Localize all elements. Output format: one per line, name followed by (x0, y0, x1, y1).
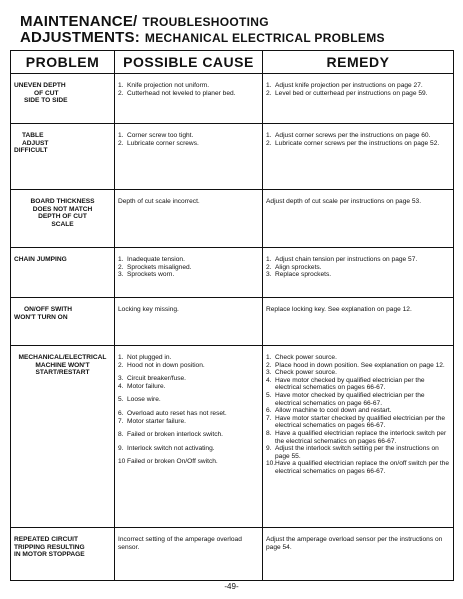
remedy-text: Replace sprockets. (275, 271, 332, 279)
cause-list (118, 306, 259, 314)
remedy-item (266, 354, 450, 362)
remedy-number: 3. (266, 271, 272, 279)
cause-text: Sprockets misaligned. (127, 263, 192, 271)
remedy-text: Adjust the amperage overload sensor per the instructions on page 54. (266, 536, 443, 551)
remedy-number: 6. (266, 407, 272, 415)
cause-number: 6. (118, 409, 124, 417)
remedy-item (266, 415, 450, 430)
remedy-text: Have a qualified electrician replace the interlock switch per the electrical schematics on pages 66-67. (275, 429, 447, 445)
remedy-text: Adjust depth of cut scale per instructions on page 53. (266, 198, 422, 205)
cause-text: Sprockets worn. (127, 271, 175, 279)
remedy-text: Adjust corner screws per the instructions on page 60. (275, 132, 431, 139)
problem-line: CHAIN JUMPING (14, 256, 67, 263)
problem-cell (11, 190, 115, 248)
remedy-number: 8. (266, 429, 272, 437)
cause-item (118, 445, 259, 453)
cause-text: Motor failure. (127, 382, 166, 390)
problem-cell (11, 528, 115, 581)
cause-list (118, 82, 259, 97)
cause-item (118, 410, 259, 418)
cause-list (118, 536, 259, 551)
cause-item (118, 354, 259, 362)
cause-item (118, 375, 259, 383)
problem-line: DIFFICULT (14, 147, 48, 155)
table-row (11, 528, 454, 581)
cause-text: Circuit breaker/fuse. (127, 375, 186, 383)
cause-number: 5. (118, 396, 124, 404)
remedy-cell (263, 74, 454, 124)
problem-line: WON'T TURN ON (14, 313, 68, 321)
problem-line: ADJUST (22, 139, 49, 147)
cause-number: 8. (118, 431, 124, 439)
column-header-remedy: REMEDY (263, 51, 454, 74)
remedy-list (266, 82, 450, 97)
remedy-item (266, 271, 450, 279)
problem-line: SCALE (51, 220, 74, 228)
remedy-item (266, 264, 450, 272)
remedy-number: 1. (266, 82, 272, 89)
remedy-number: 2. (266, 263, 272, 271)
remedy-text: Adjust knife projection per instructions on page 27. (275, 82, 423, 89)
cause-cell (115, 190, 263, 248)
remedy-text: Have motor checked by qualified electrician per the electrical schematics on pages 66-67. (275, 376, 425, 392)
remedy-number: 2. (266, 361, 272, 369)
problem-line: TABLE (22, 132, 44, 139)
remedy-item (266, 392, 450, 407)
problem-cell (11, 346, 115, 528)
cause-list (118, 132, 259, 147)
cause-number: 2. (118, 139, 124, 147)
cause-text: Inadequate tension. (127, 256, 185, 263)
header-section-maintenance: MAINTENANCE/ (20, 13, 138, 30)
cause-number: 3. (118, 375, 124, 383)
problem-cell (11, 74, 115, 124)
problem-line: IN MOTOR STOPPAGE (14, 551, 85, 559)
cause-item (118, 198, 259, 206)
cause-text: Lubricate corner screws. (127, 139, 199, 147)
remedy-cell (263, 190, 454, 248)
cause-cell (115, 248, 263, 298)
remedy-text: Have motor starter checked by qualified electrician per the electrical schematics on pages 66-67. (275, 414, 446, 430)
remedy-number: 10. (266, 460, 276, 468)
cause-item (118, 140, 259, 148)
problem-line: MACHINE WON'T (35, 361, 90, 369)
cause-item (118, 90, 259, 98)
remedy-item (266, 430, 450, 445)
page-header (20, 14, 450, 46)
column-header-problem: PROBLEM (11, 51, 115, 74)
remedy-number: 3. (266, 369, 272, 377)
remedy-item (266, 536, 450, 551)
remedy-number: 1. (266, 132, 272, 139)
cause-number: 1. (118, 132, 124, 139)
cause-text: Overload auto reset has not reset. (127, 409, 227, 417)
cause-item (118, 132, 259, 140)
problem-line: OF CUT (34, 89, 59, 97)
cause-cell (115, 298, 263, 346)
cause-text: Knife projection not uniform. (127, 82, 210, 89)
cause-number: 2. (118, 361, 124, 369)
troubleshooting-table (10, 50, 454, 581)
cause-text: Interlock switch not activating. (127, 444, 215, 452)
cause-item (118, 362, 259, 370)
cause-text: Failed or broken interlock switch. (127, 431, 224, 439)
remedy-item (266, 407, 450, 415)
remedy-text: Check power source. (275, 369, 337, 377)
remedy-cell (263, 248, 454, 298)
remedy-item (266, 445, 450, 460)
cause-number: 10 (118, 458, 126, 466)
remedy-list (266, 132, 450, 147)
remedy-item (266, 256, 450, 264)
cause-list (118, 256, 259, 279)
table-body (11, 74, 454, 581)
cause-item (118, 396, 259, 404)
remedy-text: Place hood in down position. See explanation on page 12. (275, 361, 445, 369)
problem-line: REPEATED CIRCUIT (14, 536, 78, 543)
cause-number: 4. (118, 382, 124, 390)
remedy-text: Allow machine to cool down and restart. (275, 407, 392, 415)
table-row (11, 298, 454, 346)
problem-cell (11, 248, 115, 298)
table-row (11, 74, 454, 124)
remedy-number: 2. (266, 139, 272, 147)
remedy-text: Adjust chain tension per instructions on page 57. (275, 256, 418, 263)
problem-line: START/RESTART (35, 369, 90, 377)
remedy-cell (263, 124, 454, 190)
problem-line: TRIPPING RESULTING (14, 543, 85, 551)
remedy-text: Replace locking key. See explanation on page 12. (266, 306, 412, 313)
cause-item (118, 536, 259, 551)
remedy-cell (263, 346, 454, 528)
header-line-1 (20, 14, 450, 30)
cause-item (118, 418, 259, 426)
remedy-item (266, 198, 450, 206)
remedy-item (266, 90, 450, 98)
remedy-item (266, 306, 450, 314)
remedy-text: Adjust the interlock switch setting per the instructions on page 55. (275, 445, 439, 460)
cause-text: Incorrect setting of the amperage overload sensor. (118, 536, 242, 551)
cause-text: Locking key missing. (118, 306, 179, 313)
remedy-list (266, 306, 450, 314)
cause-list (118, 354, 259, 466)
remedy-list (266, 354, 450, 476)
remedy-item (266, 82, 450, 90)
cause-text: Loose wire. (127, 396, 161, 404)
remedy-item (266, 377, 450, 392)
remedy-list (266, 536, 450, 551)
remedy-number: 4. (266, 376, 272, 384)
cause-item (118, 383, 259, 391)
cause-number: 1. (118, 354, 124, 361)
table-row (11, 346, 454, 528)
problem-line: DOES NOT MATCH (32, 205, 93, 213)
remedy-number: 7. (266, 414, 272, 422)
cause-list (118, 198, 259, 206)
remedy-item (266, 362, 450, 370)
problem-line: MECHANICAL/ELECTRICAL (18, 354, 107, 361)
problem-line: SIDE TO SIDE (24, 97, 68, 105)
cause-item (118, 82, 259, 90)
remedy-item (266, 460, 450, 475)
remedy-text: Check power source. (275, 354, 337, 361)
cause-cell (115, 528, 263, 581)
remedy-text: Lubricate corner screws per the instructions on page 52. (275, 139, 440, 147)
remedy-number: 9. (266, 445, 272, 453)
cause-number: 3. (118, 271, 124, 279)
problem-line: DEPTH OF CUT (38, 213, 87, 221)
page-number: -49- (224, 582, 239, 591)
remedy-text: Have a qualified electrician replace the on/off switch per the electrical schematics on pages 66-67. (275, 460, 449, 475)
cause-item (118, 431, 259, 439)
cause-text: Motor starter failure. (127, 417, 186, 425)
remedy-text: Level bed or cutterhead per instructions on page 59. (275, 89, 428, 97)
cause-cell (115, 346, 263, 528)
cause-number: 2. (118, 263, 124, 271)
cause-item (118, 306, 259, 314)
remedy-item (266, 369, 450, 377)
remedy-number: 2. (266, 89, 272, 97)
cause-cell (115, 74, 263, 124)
cause-text: Not plugged in. (127, 354, 172, 361)
cause-number: 1. (118, 256, 124, 263)
cause-number: 9. (118, 444, 124, 452)
table-row (11, 124, 454, 190)
cause-number: 1. (118, 82, 124, 89)
cause-item (118, 256, 259, 264)
remedy-list (266, 198, 450, 206)
problem-line: BOARD THICKNESS (30, 198, 95, 205)
cause-number: 7. (118, 417, 124, 425)
remedy-text: Have motor checked by qualified electrician per the electrical schematics on page 66-67. (275, 391, 425, 407)
remedy-cell (263, 298, 454, 346)
header-subtitle-troubleshooting: TROUBLESHOOTING (142, 15, 269, 29)
cause-item (118, 271, 259, 279)
remedy-item (266, 140, 450, 148)
cause-item (118, 264, 259, 272)
table-header-row (11, 51, 454, 74)
cause-item (118, 458, 259, 466)
remedy-list (266, 256, 450, 279)
table-row (11, 190, 454, 248)
remedy-number: 1. (266, 256, 272, 263)
remedy-cell (263, 528, 454, 581)
table-row (11, 248, 454, 298)
remedy-text: Align sprockets. (275, 263, 322, 271)
remedy-item (266, 132, 450, 140)
column-header-cause: POSSIBLE CAUSE (115, 51, 263, 74)
cause-text: Failed or broken On/Off switch. (127, 458, 218, 466)
problem-line: ON/OFF SWITH (24, 306, 72, 313)
problem-cell (11, 124, 115, 190)
header-subtitle-problems: MECHANICAL ELECTRICAL PROBLEMS (144, 31, 385, 45)
cause-text: Corner screw too tight. (127, 132, 194, 139)
problem-line: UNEVEN DEPTH (14, 82, 66, 89)
cause-text: Cutterhead not leveled to planer bed. (127, 89, 236, 97)
problem-cell (11, 298, 115, 346)
cause-number: 2. (118, 89, 124, 97)
header-line-2 (20, 30, 450, 46)
cause-text: Depth of cut scale incorrect. (118, 198, 200, 205)
header-section-adjustments: ADJUSTMENTS: (20, 29, 140, 46)
remedy-number: 5. (266, 391, 272, 399)
remedy-number: 1. (266, 354, 272, 361)
cause-cell (115, 124, 263, 190)
cause-text: Hood not in down position. (127, 361, 205, 369)
